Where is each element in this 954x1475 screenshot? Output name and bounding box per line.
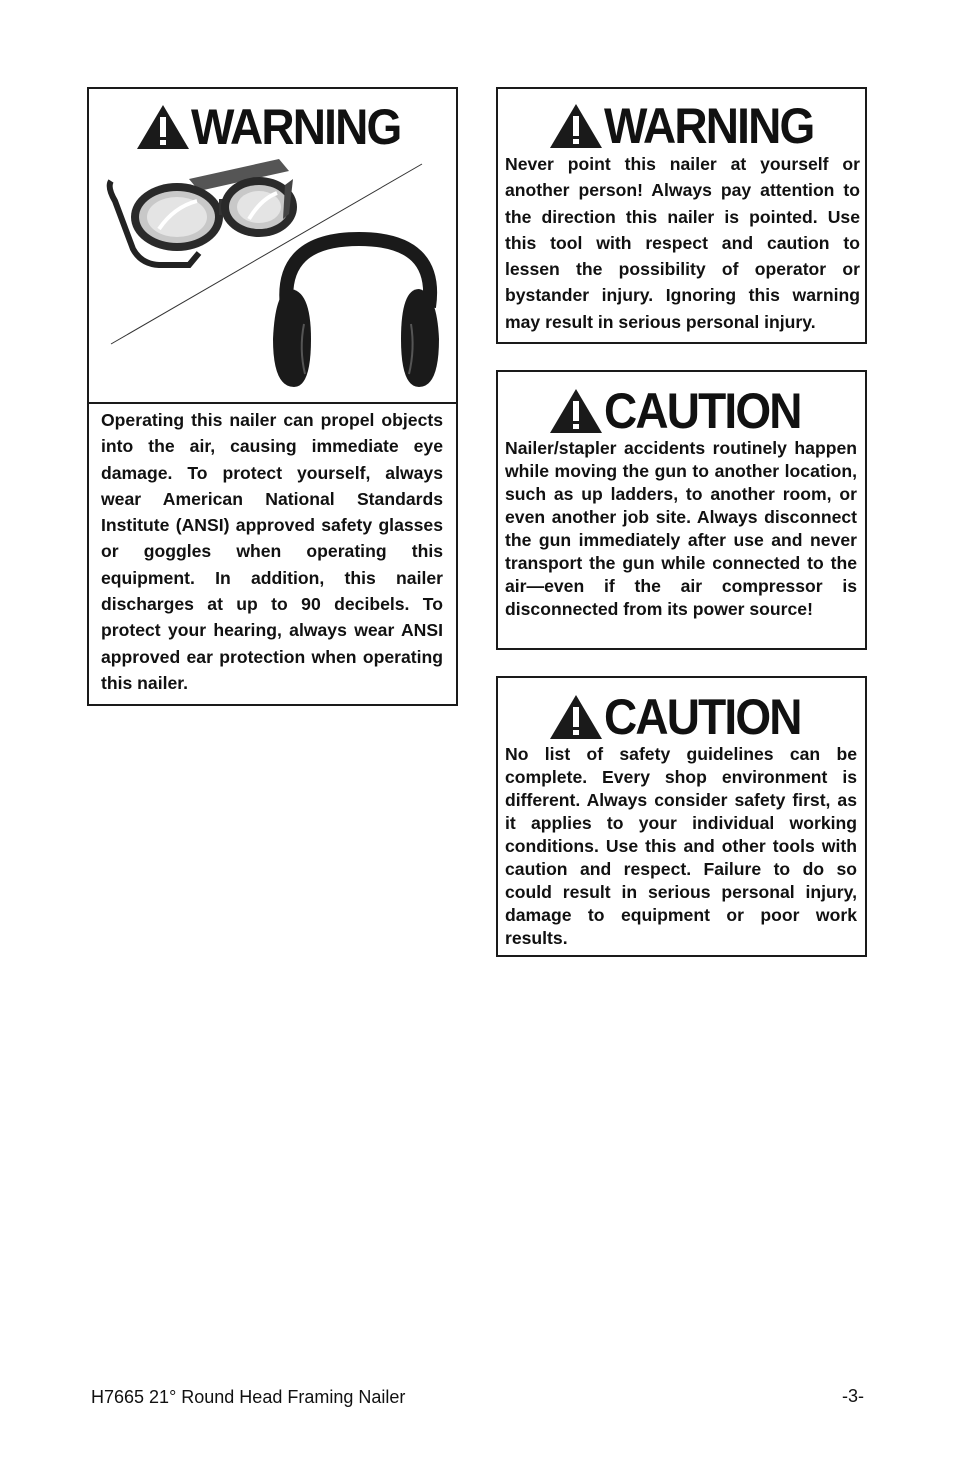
warning-triangle-icon (548, 692, 604, 742)
transport-caution-box (496, 370, 867, 650)
caution-title: CAUTION (604, 689, 801, 745)
footer-title: H7665 21° Round Head Framing Nailer (91, 1387, 406, 1407)
safety-glasses-icon (110, 159, 297, 265)
pointing-warning-box (496, 87, 867, 344)
ear-protection-icon (273, 239, 439, 387)
caution-title: CAUTION (604, 383, 801, 439)
warning-image-panel (89, 89, 456, 404)
caution-header (548, 687, 818, 747)
warning-triangle-icon (548, 101, 604, 151)
caution-text: Nailer/stapler accidents routinely happen while moving the gun to another location, such as up ladders, to another room, or even another job site. Always disconnect the gun immediately after use and never transport the gun while connected to the air—even if the air compressor is disconnected from its power source! (505, 438, 857, 619)
warning-text: Operating this nailer can propel objects into the air, causing immediate eye damage. To protect yourself, always wear American National Standards Institute (ANSI) approved safety glasses or goggles when operating this equipment. In addition, this nailer discharges at up to 90 decibels. To protect your hearing, always wear ANSI approved ear protection when operating this nailer. (101, 410, 443, 693)
caution-header (548, 381, 818, 441)
warning-title: WARNING (604, 98, 814, 154)
warning-title: WARNING (191, 99, 401, 155)
warning-header (548, 96, 832, 156)
warning-triangle-icon (548, 386, 604, 436)
protective-gear-illustration (89, 89, 456, 402)
eye-ear-warning-box (87, 87, 458, 706)
guidelines-caution-box (496, 676, 867, 957)
warning-text: Never point this nailer at yourself or another person! Always pay attention to the direction this nailer is pointed. Use this tool with respect and caution to lessen the possibility of operator or bystander injury. Ignoring this warning may result in serious personal injury. (505, 154, 860, 332)
page-number: -3- (842, 1386, 864, 1406)
caution-text: No list of safety guidelines can be complete. Every shop environment is different. Always consider safety first, as it applies to your individual working conditions. Use this and other tools with caution and respect. Failure to do so could result in serious personal injury, damage to equipment or poor work results. (505, 744, 857, 948)
